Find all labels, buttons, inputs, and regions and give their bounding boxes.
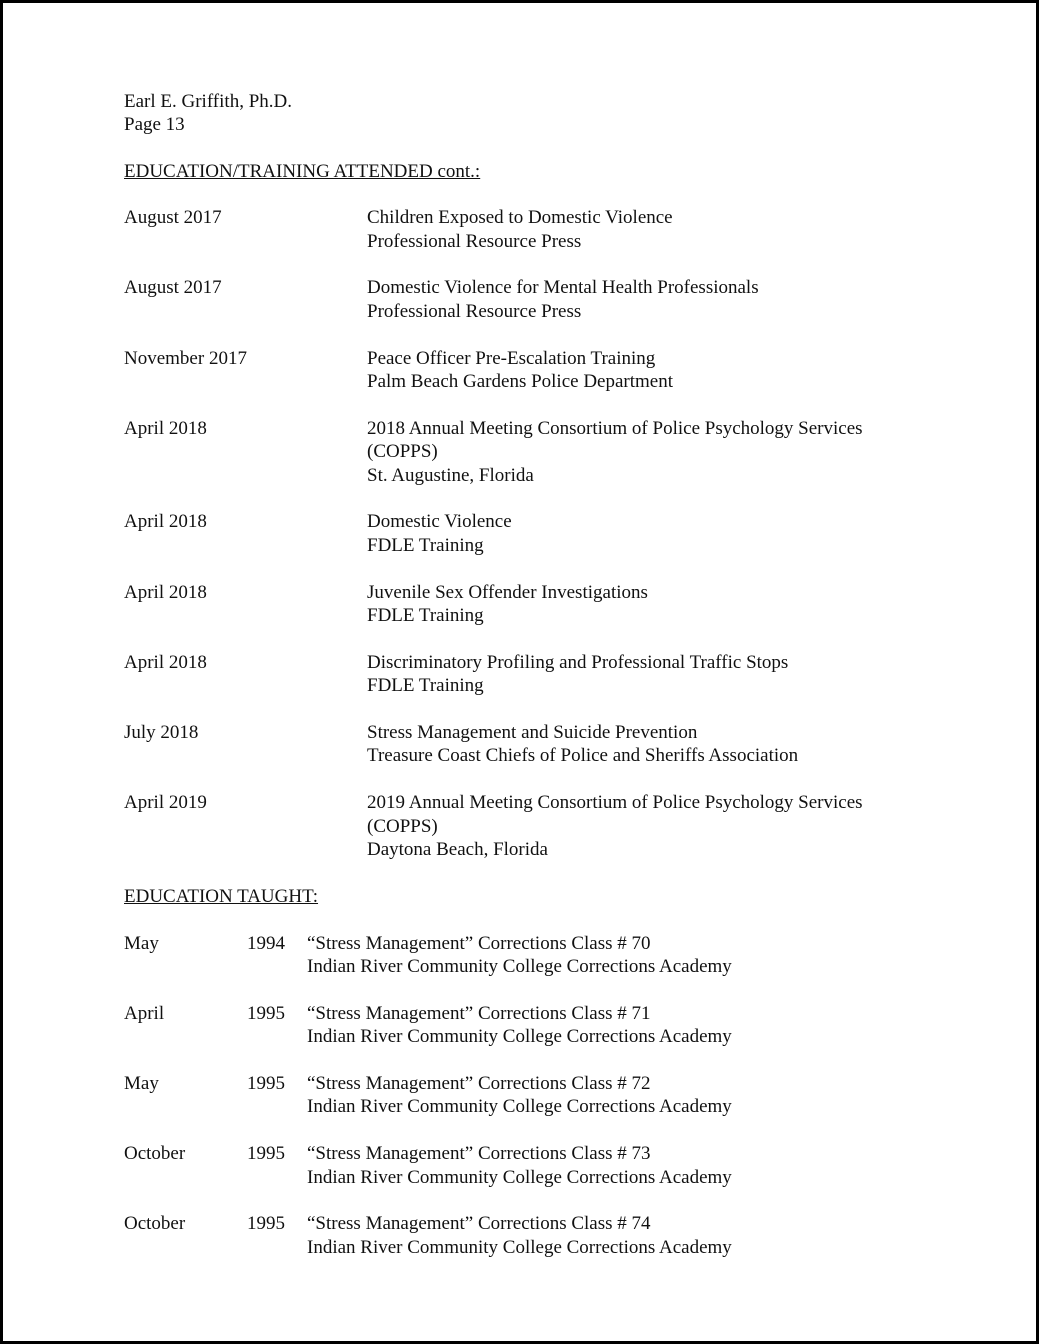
entry-date: April 2018 [124,651,207,673]
taught-institution: Indian River Community College Corrections Academy [307,1026,732,1048]
taught-month: October [124,1213,186,1235]
entry-location: St. Augustine, Florida [367,464,534,486]
taught-institution: Indian River Community College Corrections Academy [307,1096,732,1118]
page-number: Page 13 [124,114,185,136]
entry-title: Peace Officer Pre-Escalation Training [367,347,656,369]
entry-date: November 2017 [124,347,247,369]
entry-detail: Palm Beach Gardens Police Department [367,371,674,393]
entry-detail: FDLE Training [367,534,484,556]
entry-title: Stress Management and Suicide Prevention [367,722,698,744]
taught-year: 1995 [247,1002,285,1024]
entry-date: April 2018 [124,511,207,533]
attended-entry [124,276,924,323]
entry-title: 2019 Annual Meeting Consortium of Police Psychology Services [367,792,863,814]
entry-date: August 2017 [124,277,222,299]
entry-title: 2018 Annual Meeting Consortium of Police Psychology Services [367,417,863,439]
attended-entry [124,791,924,861]
entry-detail: (COPPS) [367,815,438,837]
attended-entry [124,510,924,557]
taught-class: “Stress Management” Corrections Class # 70 [307,932,651,954]
entry-date: August 2017 [124,207,222,229]
taught-class: “Stress Management” Corrections Class # 73 [307,1143,651,1165]
entry-detail: (COPPS) [367,441,438,463]
entry-date: April 2018 [124,581,207,603]
taught-month: May [124,1073,159,1095]
taught-entry [124,932,924,979]
entry-detail: Treasure Coast Chiefs of Police and Sheriffs Association [367,745,799,767]
entry-date: July 2018 [124,722,199,744]
taught-month: October [124,1143,186,1165]
taught-institution: Indian River Community College Corrections Academy [307,956,732,978]
taught-year: 1994 [247,932,285,954]
entry-title: Discriminatory Profiling and Professional Traffic Stops [367,651,789,673]
taught-year: 1995 [247,1213,285,1235]
taught-institution: Indian River Community College Corrections Academy [307,1236,732,1258]
taught-class: “Stress Management” Corrections Class # 74 [307,1213,651,1235]
entry-detail: FDLE Training [367,675,484,697]
taught-heading: EDUCATION TAUGHT: [124,885,319,907]
taught-month: April [124,1002,165,1024]
attended-entry [124,651,924,698]
attended-entry [124,347,924,394]
entry-title: Domestic Violence [367,511,512,533]
entry-detail: Professional Resource Press [367,300,582,322]
taught-institution: Indian River Community College Corrections Academy [307,1166,732,1188]
taught-month: May [124,932,159,954]
entry-title: Domestic Violence for Mental Health Professionals [367,277,759,299]
entry-date: April 2018 [124,417,207,439]
entry-title: Children Exposed to Domestic Violence [367,207,673,229]
taught-class: “Stress Management” Corrections Class # 71 [307,1002,651,1024]
taught-year: 1995 [247,1073,285,1095]
taught-entry [124,1212,924,1259]
taught-entry [124,1002,924,1049]
attended-entry [124,206,924,253]
attended-entry [124,721,924,768]
taught-entry [124,1072,924,1119]
entry-date: April 2019 [124,792,207,814]
attended-entry [124,581,924,628]
taught-class: “Stress Management” Corrections Class # 72 [307,1073,651,1095]
attended-entry [124,417,924,487]
entry-title: Juvenile Sex Offender Investigations [367,581,648,603]
author-name: Earl E. Griffith, Ph.D. [124,91,292,112]
entry-detail: FDLE Training [367,605,484,627]
attended-heading: EDUCATION/TRAINING ATTENDED cont.: [124,160,481,182]
taught-year: 1995 [247,1143,285,1165]
entry-detail: Professional Resource Press [367,230,582,252]
taught-entry [124,1142,924,1189]
entry-location: Daytona Beach, Florida [367,839,548,861]
page-content [124,90,924,1259]
